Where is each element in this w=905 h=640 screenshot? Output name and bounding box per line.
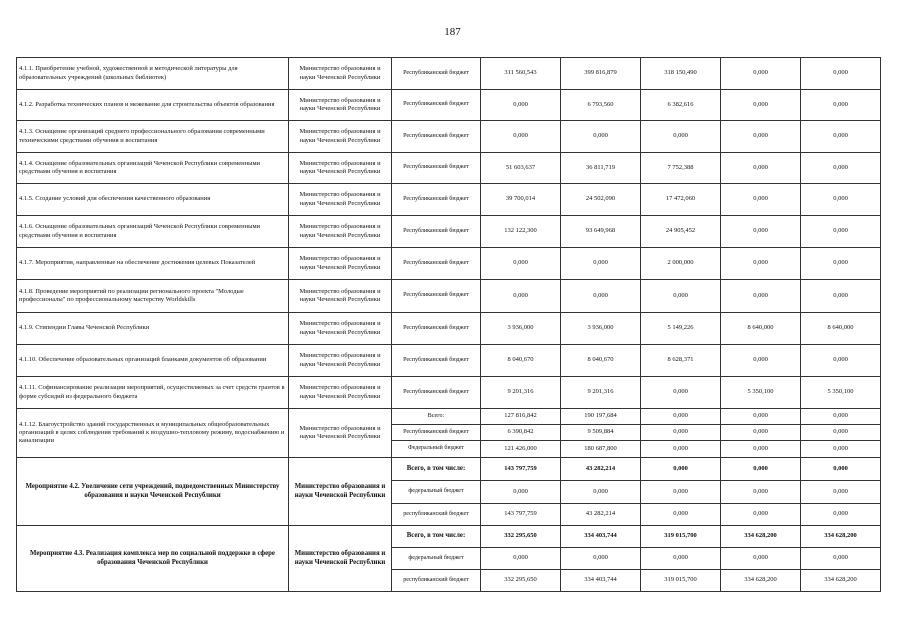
- amount-cell: 180 687,800: [561, 441, 641, 458]
- table-row: [17, 280, 881, 313]
- executor-cell: Министерство образования и науки Чеченской Республики: [289, 409, 392, 458]
- activity-title: 4.1.4. Оснащение образовательных организаций Чеченской Республики современными средствами обучения и воспитания: [17, 153, 289, 184]
- funding-source-cell: Федеральный бюджет: [392, 441, 481, 458]
- amount-cell: 6 793,560: [561, 90, 641, 121]
- amount-cell: 0,000: [561, 248, 641, 280]
- amount-cell: 0,000: [801, 121, 881, 153]
- amount-cell: 0,000: [641, 425, 721, 441]
- amount-cell: 0,000: [801, 90, 881, 121]
- amount-cell: 0,000: [801, 481, 881, 504]
- amount-cell: 0,000: [721, 58, 801, 90]
- page-number: 187: [444, 26, 461, 38]
- amount-cell: 0,000: [801, 58, 881, 90]
- amount-cell: 143 797,759: [481, 458, 561, 481]
- amount-cell: 0,000: [721, 458, 801, 481]
- funding-source-cell: Республиканский бюджет: [392, 313, 481, 345]
- amount-cell: 190 197,684: [561, 409, 641, 425]
- executor-cell: Министерство образования и науки Чеченской Республики: [289, 345, 392, 377]
- funding-source-cell: Республиканский бюджет: [392, 153, 481, 184]
- amount-cell: 334 403,744: [561, 526, 641, 548]
- amount-cell: 43 282,214: [561, 458, 641, 481]
- activity-title: 4.1.6. Оснащение образовательных организаций Чеченской Республики современными средствами обучения и воспитания: [17, 216, 289, 248]
- activity-title: 4.1.7. Мероприятия, направленные на обеспечение достижения целевых Показателей: [17, 248, 289, 280]
- amount-cell: 0,000: [641, 280, 721, 313]
- funding-source-cell: Республиканский бюджет: [392, 90, 481, 121]
- activity-title: 4.1.8. Проведение мероприятий по реализации регионального проекта "Молодые профессионалы" по профессиональному мастерству Worldskills: [17, 280, 289, 313]
- amount-cell: 0,000: [801, 458, 881, 481]
- funding-source-cell: Республиканский бюджет: [392, 280, 481, 313]
- amount-cell: 0,000: [801, 409, 881, 425]
- amount-cell: 0,000: [801, 248, 881, 280]
- funding-source-cell: Республиканский бюджет: [392, 58, 481, 90]
- activity-title: Мероприятие 4.2. Увеличение сети учреждений, подведомственных Министерству образования и науки Чеченской Республики: [17, 458, 289, 526]
- table-row: [17, 216, 881, 248]
- amount-cell: 6 382,616: [641, 90, 721, 121]
- amount-cell: 0,000: [641, 548, 721, 570]
- funding-source-cell: Всего:: [392, 409, 481, 425]
- amount-cell: 334 628,200: [721, 570, 801, 592]
- amount-cell: 7 752,388: [641, 153, 721, 184]
- amount-cell: 0,000: [481, 90, 561, 121]
- funding-source-cell: республиканский бюджет: [392, 504, 481, 526]
- executor-cell: Министерство образования и науки Чеченской Республики: [289, 458, 392, 526]
- activity-title: 4.1.2. Разработка технических планов и межевание для строительства объектов образования: [17, 90, 289, 121]
- amount-cell: 0,000: [721, 425, 801, 441]
- amount-cell: 5 149,226: [641, 313, 721, 345]
- amount-cell: 0,000: [641, 441, 721, 458]
- amount-cell: 8 040,670: [481, 345, 561, 377]
- funding-source-cell: федеральный бюджет: [392, 481, 481, 504]
- funding-source-cell: Республиканский бюджет: [392, 425, 481, 441]
- amount-cell: 39 700,014: [481, 184, 561, 216]
- amount-cell: 3 936,000: [561, 313, 641, 345]
- amount-cell: 93 649,968: [561, 216, 641, 248]
- amount-cell: 0,000: [481, 280, 561, 313]
- budget-table: [16, 57, 881, 592]
- amount-cell: 0,000: [641, 458, 721, 481]
- table-row: [17, 153, 881, 184]
- executor-cell: Министерство образования и науки Чеченской Республики: [289, 526, 392, 592]
- activity-title: 4.1.5. Создание условий для обеспечения качественного образования: [17, 184, 289, 216]
- executor-cell: Министерство образования и науки Чеченской Республики: [289, 313, 392, 345]
- funding-source-cell: республиканский бюджет: [392, 570, 481, 592]
- table-subrow: [17, 458, 881, 481]
- amount-cell: 0,000: [641, 481, 721, 504]
- amount-cell: 334 628,200: [801, 526, 881, 548]
- amount-cell: 0,000: [721, 184, 801, 216]
- amount-cell: 0,000: [721, 121, 801, 153]
- amount-cell: 0,000: [561, 121, 641, 153]
- activity-title: 4.1.10. Обеспечение образовательных организаций бланками документов об образовании: [17, 345, 289, 377]
- amount-cell: 332 295,650: [481, 526, 561, 548]
- amount-cell: 0,000: [641, 504, 721, 526]
- amount-cell: 319 015,700: [641, 526, 721, 548]
- amount-cell: 43 282,214: [561, 504, 641, 526]
- table-body: [17, 58, 881, 592]
- funding-source-cell: федеральный бюджет: [392, 548, 481, 570]
- amount-cell: 132 122,300: [481, 216, 561, 248]
- funding-source-cell: Всего, в том числе:: [392, 526, 481, 548]
- amount-cell: 5 350,100: [721, 377, 801, 409]
- table-row: [17, 313, 881, 345]
- amount-cell: 0,000: [801, 425, 881, 441]
- amount-cell: 0,000: [721, 345, 801, 377]
- amount-cell: 0,000: [641, 409, 721, 425]
- executor-cell: Министерство образования и науки Чеченской Республики: [289, 184, 392, 216]
- amount-cell: 8 040,670: [561, 345, 641, 377]
- funding-source-cell: Республиканский бюджет: [392, 184, 481, 216]
- executor-cell: Министерство образования и науки Чеченской Республики: [289, 121, 392, 153]
- amount-cell: 0,000: [721, 248, 801, 280]
- executor-cell: Министерство образования и науки Чеченской Республики: [289, 58, 392, 90]
- amount-cell: 334 403,744: [561, 570, 641, 592]
- amount-cell: 24 502,090: [561, 184, 641, 216]
- amount-cell: 5 350,100: [801, 377, 881, 409]
- amount-cell: 334 628,200: [721, 526, 801, 548]
- amount-cell: 332 295,650: [481, 570, 561, 592]
- executor-cell: Министерство образования и науки Чеченской Республики: [289, 90, 392, 121]
- amount-cell: 0,000: [801, 345, 881, 377]
- amount-cell: 0,000: [641, 121, 721, 153]
- table-row: [17, 121, 881, 153]
- funding-source-cell: Республиканский бюджет: [392, 216, 481, 248]
- amount-cell: 36 811,719: [561, 153, 641, 184]
- activity-title: 4.1.3. Оснащение организаций среднего профессионального образования современными техническими средствами обучения и воспитания: [17, 121, 289, 153]
- table-row: [17, 377, 881, 409]
- activity-title: 4.1.12. Благоустройство зданий государственных и муниципальных общеобразовательных организаций в целях соблюдения требований к воздушно-тепловому режиму, водоснабжению и канализации: [17, 409, 289, 458]
- activity-title: Мероприятие 4.3. Реализация комплекса мер по социальной поддержке в сфере образования Чеченской Республики: [17, 526, 289, 592]
- funding-source-cell: Республиканский бюджет: [392, 248, 481, 280]
- funding-source-cell: Всего, в том числе:: [392, 458, 481, 481]
- funding-source-cell: Республиканский бюджет: [392, 121, 481, 153]
- amount-cell: 0,000: [721, 481, 801, 504]
- amount-cell: 0,000: [481, 248, 561, 280]
- executor-cell: Министерство образования и науки Чеченской Республики: [289, 248, 392, 280]
- amount-cell: 334 628,200: [801, 570, 881, 592]
- amount-cell: 0,000: [561, 280, 641, 313]
- amount-cell: 0,000: [561, 548, 641, 570]
- amount-cell: 0,000: [801, 153, 881, 184]
- amount-cell: 9 509,884: [561, 425, 641, 441]
- amount-cell: 51 603,637: [481, 153, 561, 184]
- activity-title: 4.1.11. Софинансирование реализации мероприятий, осуществляемых за счет средств грантов в форме субсидий из федерального бюджета: [17, 377, 289, 409]
- amount-cell: 0,000: [721, 548, 801, 570]
- executor-cell: Министерство образования и науки Чеченской Республики: [289, 280, 392, 313]
- funding-source-cell: Республиканский бюджет: [392, 345, 481, 377]
- amount-cell: 0,000: [721, 90, 801, 121]
- amount-cell: 6 390,842: [481, 425, 561, 441]
- amount-cell: 0,000: [721, 280, 801, 313]
- amount-cell: 3 936,000: [481, 313, 561, 345]
- amount-cell: 2 000,000: [641, 248, 721, 280]
- amount-cell: 17 472,060: [641, 184, 721, 216]
- amount-cell: 0,000: [801, 548, 881, 570]
- amount-cell: 143 797,759: [481, 504, 561, 526]
- amount-cell: 0,000: [801, 441, 881, 458]
- executor-cell: Министерство образования и науки Чеченской Республики: [289, 153, 392, 184]
- amount-cell: 0,000: [801, 504, 881, 526]
- amount-cell: 0,000: [801, 280, 881, 313]
- amount-cell: 319 015,700: [641, 570, 721, 592]
- funding-source-cell: Республиканский бюджет: [392, 377, 481, 409]
- activity-title: 4.1.9. Стипендии Главы Чеченской Республики: [17, 313, 289, 345]
- executor-cell: Министерство образования и науки Чеченской Республики: [289, 377, 392, 409]
- table-row: [17, 248, 881, 280]
- amount-cell: 0,000: [481, 481, 561, 504]
- activity-title: 4.1.1. Приобретение учебной, художественной и методической литературы для образовательных учреждений (школьных библиотек): [17, 58, 289, 90]
- table-row: [17, 184, 881, 216]
- table-row: [17, 345, 881, 377]
- amount-cell: 0,000: [801, 216, 881, 248]
- amount-cell: 127 816,842: [481, 409, 561, 425]
- amount-cell: 8 640,000: [801, 313, 881, 345]
- amount-cell: 0,000: [481, 548, 561, 570]
- table-subrow: [17, 409, 881, 425]
- table-row: [17, 58, 881, 90]
- amount-cell: 121 426,000: [481, 441, 561, 458]
- amount-cell: 0,000: [721, 216, 801, 248]
- amount-cell: 318 150,490: [641, 58, 721, 90]
- amount-cell: 0,000: [721, 153, 801, 184]
- amount-cell: 0,000: [721, 441, 801, 458]
- amount-cell: 8 640,000: [721, 313, 801, 345]
- amount-cell: 8 628,371: [641, 345, 721, 377]
- amount-cell: 0,000: [561, 481, 641, 504]
- amount-cell: 0,000: [721, 409, 801, 425]
- table-subrow: [17, 526, 881, 548]
- amount-cell: 0,000: [721, 504, 801, 526]
- amount-cell: 0,000: [801, 184, 881, 216]
- amount-cell: 0,000: [641, 377, 721, 409]
- table-row: [17, 90, 881, 121]
- amount-cell: 9 201,316: [561, 377, 641, 409]
- amount-cell: 9 201,316: [481, 377, 561, 409]
- amount-cell: 24 905,452: [641, 216, 721, 248]
- executor-cell: Министерство образования и науки Чеченской Республики: [289, 216, 392, 248]
- amount-cell: 399 816,879: [561, 58, 641, 90]
- amount-cell: 311 560,543: [481, 58, 561, 90]
- amount-cell: 0,000: [481, 121, 561, 153]
